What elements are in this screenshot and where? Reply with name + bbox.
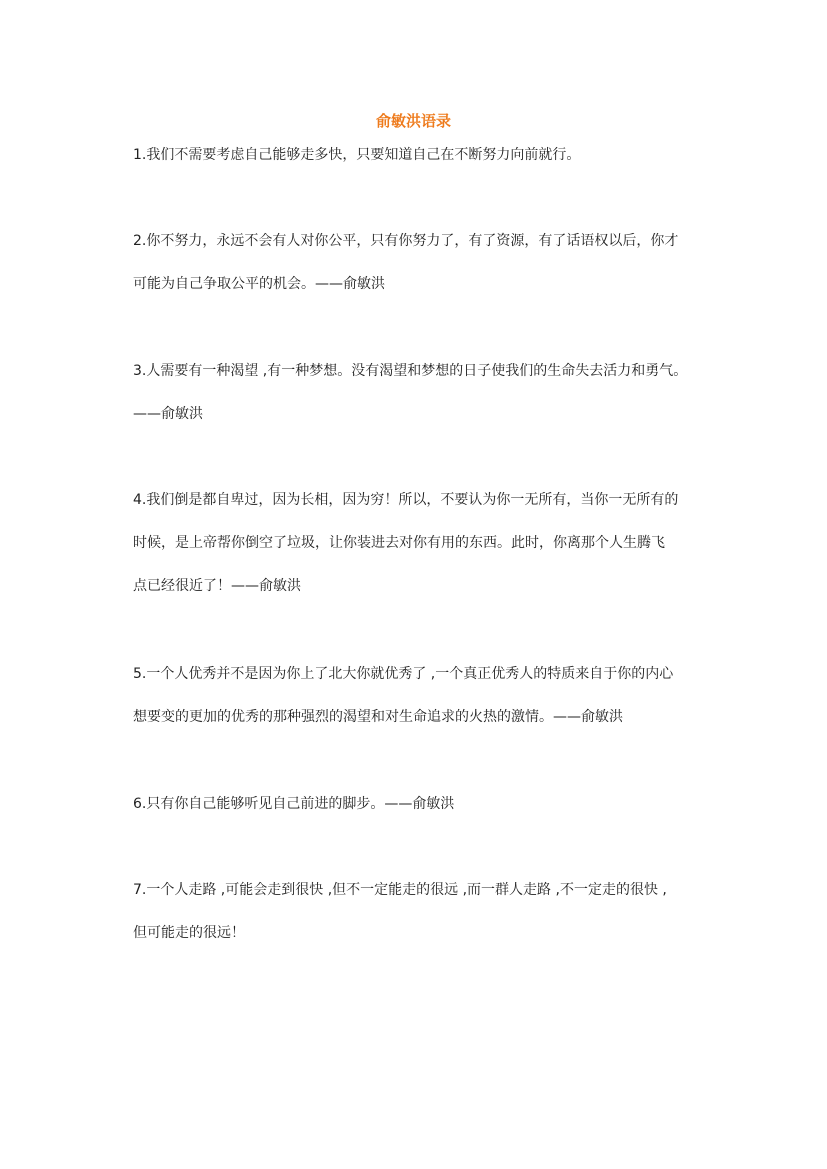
- quote-line: 时候，是上帝帮你倒空了垃圾，让你装进去对你有用的东西。此时，你离那个人生腾飞: [133, 535, 665, 551]
- quote-line: 3.人需要有一种渴望 ,有一种梦想。没有渴望和梦想的日子使我们的生命失去活力和勇气。: [133, 363, 688, 379]
- quote-7: [133, 869, 703, 955]
- quote-line: 4.我们倒是都自卑过，因为长相，因为穷！所以，不要认为你一无所有，当你一无所有的: [133, 492, 679, 508]
- quote-3: [133, 350, 703, 436]
- quote-line: 想要变的更加的优秀的那种强烈的渴望和对生命追求的火热的激情。——俞敏洪: [133, 709, 623, 725]
- quote-line: 5.一个人优秀并不是因为你上了北大你就优秀了 ,一个真正优秀人的特质来自于你的内心: [133, 666, 674, 682]
- quote-4: [133, 479, 703, 608]
- quote-2: [133, 220, 703, 306]
- quote-line: 2.你不努力，永远不会有人对你公平，只有你努力了，有了资源，有了话语权以后，你才: [133, 233, 679, 249]
- page-title: 俞敏洪语录: [375, 112, 451, 130]
- quote-line: 可能为自己争取公平的机会。——俞敏洪: [133, 276, 385, 292]
- quote-line: 1.我们不需要考虑自己能够走多快，只要知道自己在不断努力向前就行。: [133, 147, 581, 163]
- quote-5: [133, 653, 703, 739]
- quote-line: 7.一个人走路 ,可能会走到很快 ,但不一定能走的很远 ,而一群人走路 ,不一定走的很快 ,: [133, 882, 667, 898]
- quote-line: ——俞敏洪: [133, 406, 203, 422]
- quote-line: 点已经很近了！——俞敏洪: [133, 578, 301, 594]
- quote-line: 但可能走的很远！: [133, 925, 245, 941]
- quote-6: [133, 783, 703, 826]
- quote-1: [133, 134, 703, 177]
- quote-line: 6.只有你自己能够听见自己前进的脚步。——俞敏洪: [133, 796, 455, 812]
